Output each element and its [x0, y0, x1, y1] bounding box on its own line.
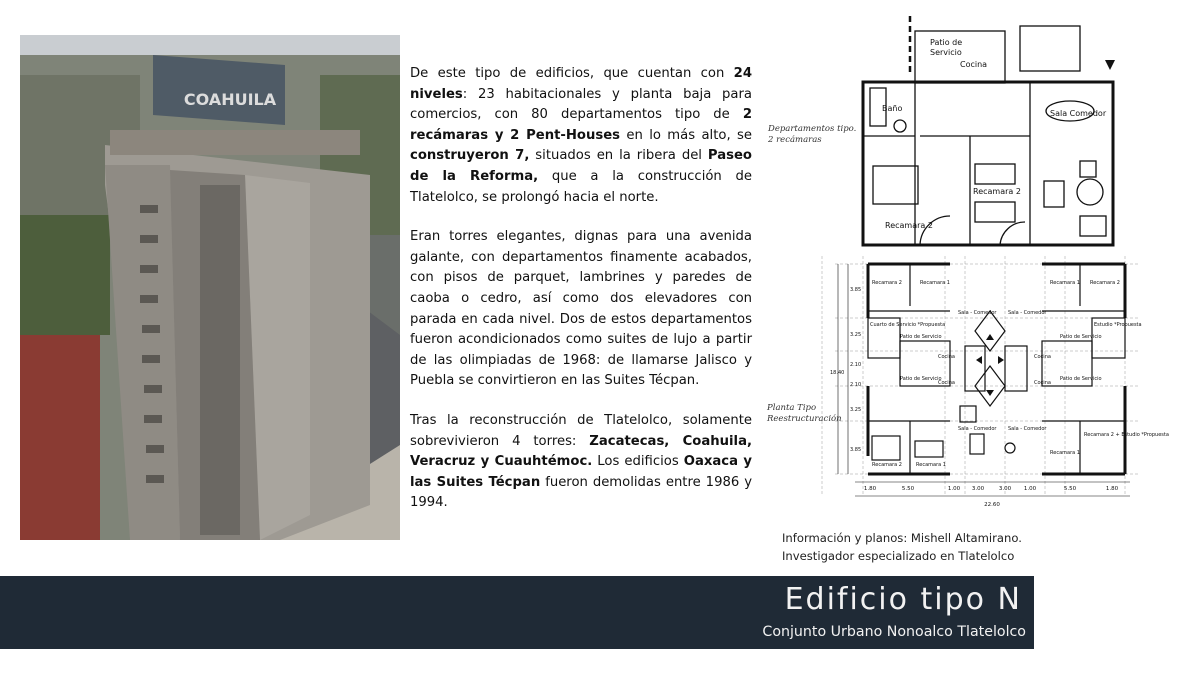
room-recamara-2-top-left: Recamara 2: [872, 280, 902, 286]
title-band: [0, 576, 1034, 649]
plan-bottom-caption-line1: Planta Tipo: [767, 403, 817, 413]
text-run-2: : 23 habitacionales y planta baja para comercios, con 80 departamentos tipo de: [410, 86, 752, 123]
dim-bottom-4: 3.00: [971, 486, 985, 492]
room-patio-right: Patio de Servicio: [1060, 334, 1102, 340]
room-recamara-1-top-right: Recamara 1: [1050, 280, 1080, 286]
room-bano: Baño: [882, 104, 903, 113]
floor-plan-typical-drawing: [760, 256, 1180, 526]
room-recamara-1-bottom-left: Recamara 1: [916, 462, 946, 468]
slide-title: Edificio tipo N: [784, 582, 1022, 617]
text-run-4: en lo más alto, se: [620, 127, 752, 143]
room-sala-comedor: Sala Comedor: [1050, 109, 1107, 118]
paragraph-2: [410, 227, 752, 392]
plan-top-caption-line1: Departamentos tipo.: [768, 124, 857, 134]
dim-bottom-total: 22.60: [984, 502, 1000, 508]
text-run-4: fueron demolidas entre 1986 y 1994.: [410, 474, 753, 511]
dim-bottom-3: 1.00: [947, 486, 961, 492]
dim-left-5: 3.25: [850, 407, 862, 413]
dim-bottom-7: 5.50: [1063, 486, 1077, 492]
room-recamara-2b: Recamara 2: [885, 221, 933, 230]
room-cocina: Cocina: [960, 60, 988, 69]
credit-line-2: Investigador especializado en Tlatelolco: [782, 549, 1015, 563]
room-cocina-left-2: Cocina: [938, 380, 955, 386]
building-photo: [20, 35, 400, 540]
bold-run-3: Oaxaca y las Suites Técpan: [410, 454, 752, 490]
dim-left-total: 18.40: [830, 370, 845, 376]
room-cocina-right: Cocina: [1034, 354, 1051, 360]
room-patio-left-2: Patio de Servicio: [900, 376, 942, 382]
slide-subtitle: Conjunto Urbano Nonoalco Tlatelolco: [762, 624, 1026, 640]
text-run-8: que a la construcción de Tlatelolco, se prolongó hacia el norte.: [410, 168, 752, 205]
room-patio-2: Servicio: [930, 48, 962, 57]
dim-left-6: 3.85: [850, 447, 862, 453]
room-recamara-2-estudio: Recamara 2 + Estudio *Propuesta: [1084, 432, 1169, 438]
dim-bottom-5: 3.00: [998, 486, 1012, 492]
room-recamara-2a: Recamara 2: [973, 187, 1021, 196]
room-patio: Patio de: [930, 38, 963, 47]
dim-left-2: 3.25: [850, 332, 862, 338]
paragraph-3: [410, 411, 752, 514]
dim-bottom-8: 1.80: [1105, 486, 1119, 492]
text-run-0: Tras la reconstrucción de Tlatelolco, solamente sobrevivieron 4 torres:: [410, 412, 752, 449]
dim-left-1: 3.85: [850, 287, 862, 293]
plan-credit: [782, 529, 1022, 565]
room-cocina-left: Cocina: [938, 354, 955, 360]
floor-plan-typical: [760, 256, 1180, 526]
room-recamara-2-top-right: Recamara 2: [1090, 280, 1120, 286]
body-text: [410, 64, 752, 533]
building-sign: COAHUILA: [183, 90, 277, 109]
room-recamara-1-top-left: Recamara 1: [920, 280, 950, 286]
bold-run-1: Zacatecas, Coahuila, Veracruz y Cuauhtémoc.: [410, 433, 752, 470]
room-cuarto-servicio: Cuarto de Servicio *Propuesta: [870, 322, 946, 328]
dim-left-3: 2.10: [850, 362, 862, 368]
bold-run-3: 2 recámaras y 2 Pent-Houses: [410, 107, 752, 143]
room-estudio: Estudio *Propuesta: [1094, 322, 1142, 328]
bold-run-1: 24 niveles: [410, 66, 752, 102]
dim-bottom-1: 1.80: [863, 486, 877, 492]
room-patio-right-2: Patio de Servicio: [1060, 376, 1102, 382]
room-sala-bottom-right: Sala - Comedor: [1008, 426, 1047, 432]
dim-bottom-2: 5.50: [901, 486, 915, 492]
text-run-6: situados en la ribera del: [529, 148, 708, 164]
building-photo-illustration: [20, 35, 400, 540]
room-recamara-1-bottom-right: Recamara 1: [1050, 450, 1080, 456]
floor-plan-apartment-drawing: [760, 16, 1140, 252]
text-run-0: De este tipo de edificios, que cuentan con: [410, 66, 734, 81]
room-patio-left: Patio de Servicio: [900, 334, 942, 340]
floor-plan-apartment: [760, 16, 1140, 252]
bold-run-5: construyeron 7,: [410, 148, 530, 164]
dim-left-4: 2.10: [850, 382, 862, 388]
paragraph-1: [410, 64, 752, 208]
plan-bottom-caption-line2: Reestructuración: [767, 414, 842, 424]
text-run-0: Eran torres elegantes, dignas para una avenida galante, con departamentos finamente acabados, con pisos de parquet, lambrines y paredes de caoba o cedro, así como dos elevadores con parada en cada nivel. Dos de estos departamentos fueron acondicionados como suites de lujo a partir de las olimpiadas de 1968: de llamarse Jalisco y Puebla se convirtieron en las Suites Técpan.: [410, 229, 752, 389]
room-sala-top-left: Sala - Comedor: [958, 310, 997, 316]
room-sala-bottom-left: Sala - Comedor: [958, 426, 997, 432]
text-run-2: Los edificios: [592, 454, 684, 470]
dim-bottom-6: 1.00: [1023, 486, 1037, 492]
plan-top-caption-line2: 2 recámaras: [768, 135, 822, 145]
credit-line-1: Información y planos: Mishell Altamirano.: [782, 531, 1022, 545]
bold-run-7: Paseo de la Reforma,: [410, 148, 752, 184]
room-recamara-2-bottom-left: Recamara 2: [872, 462, 902, 468]
room-sala-top-right: Sala - Comedor: [1008, 310, 1047, 316]
room-cocina-right-2: Cocina: [1034, 380, 1051, 386]
